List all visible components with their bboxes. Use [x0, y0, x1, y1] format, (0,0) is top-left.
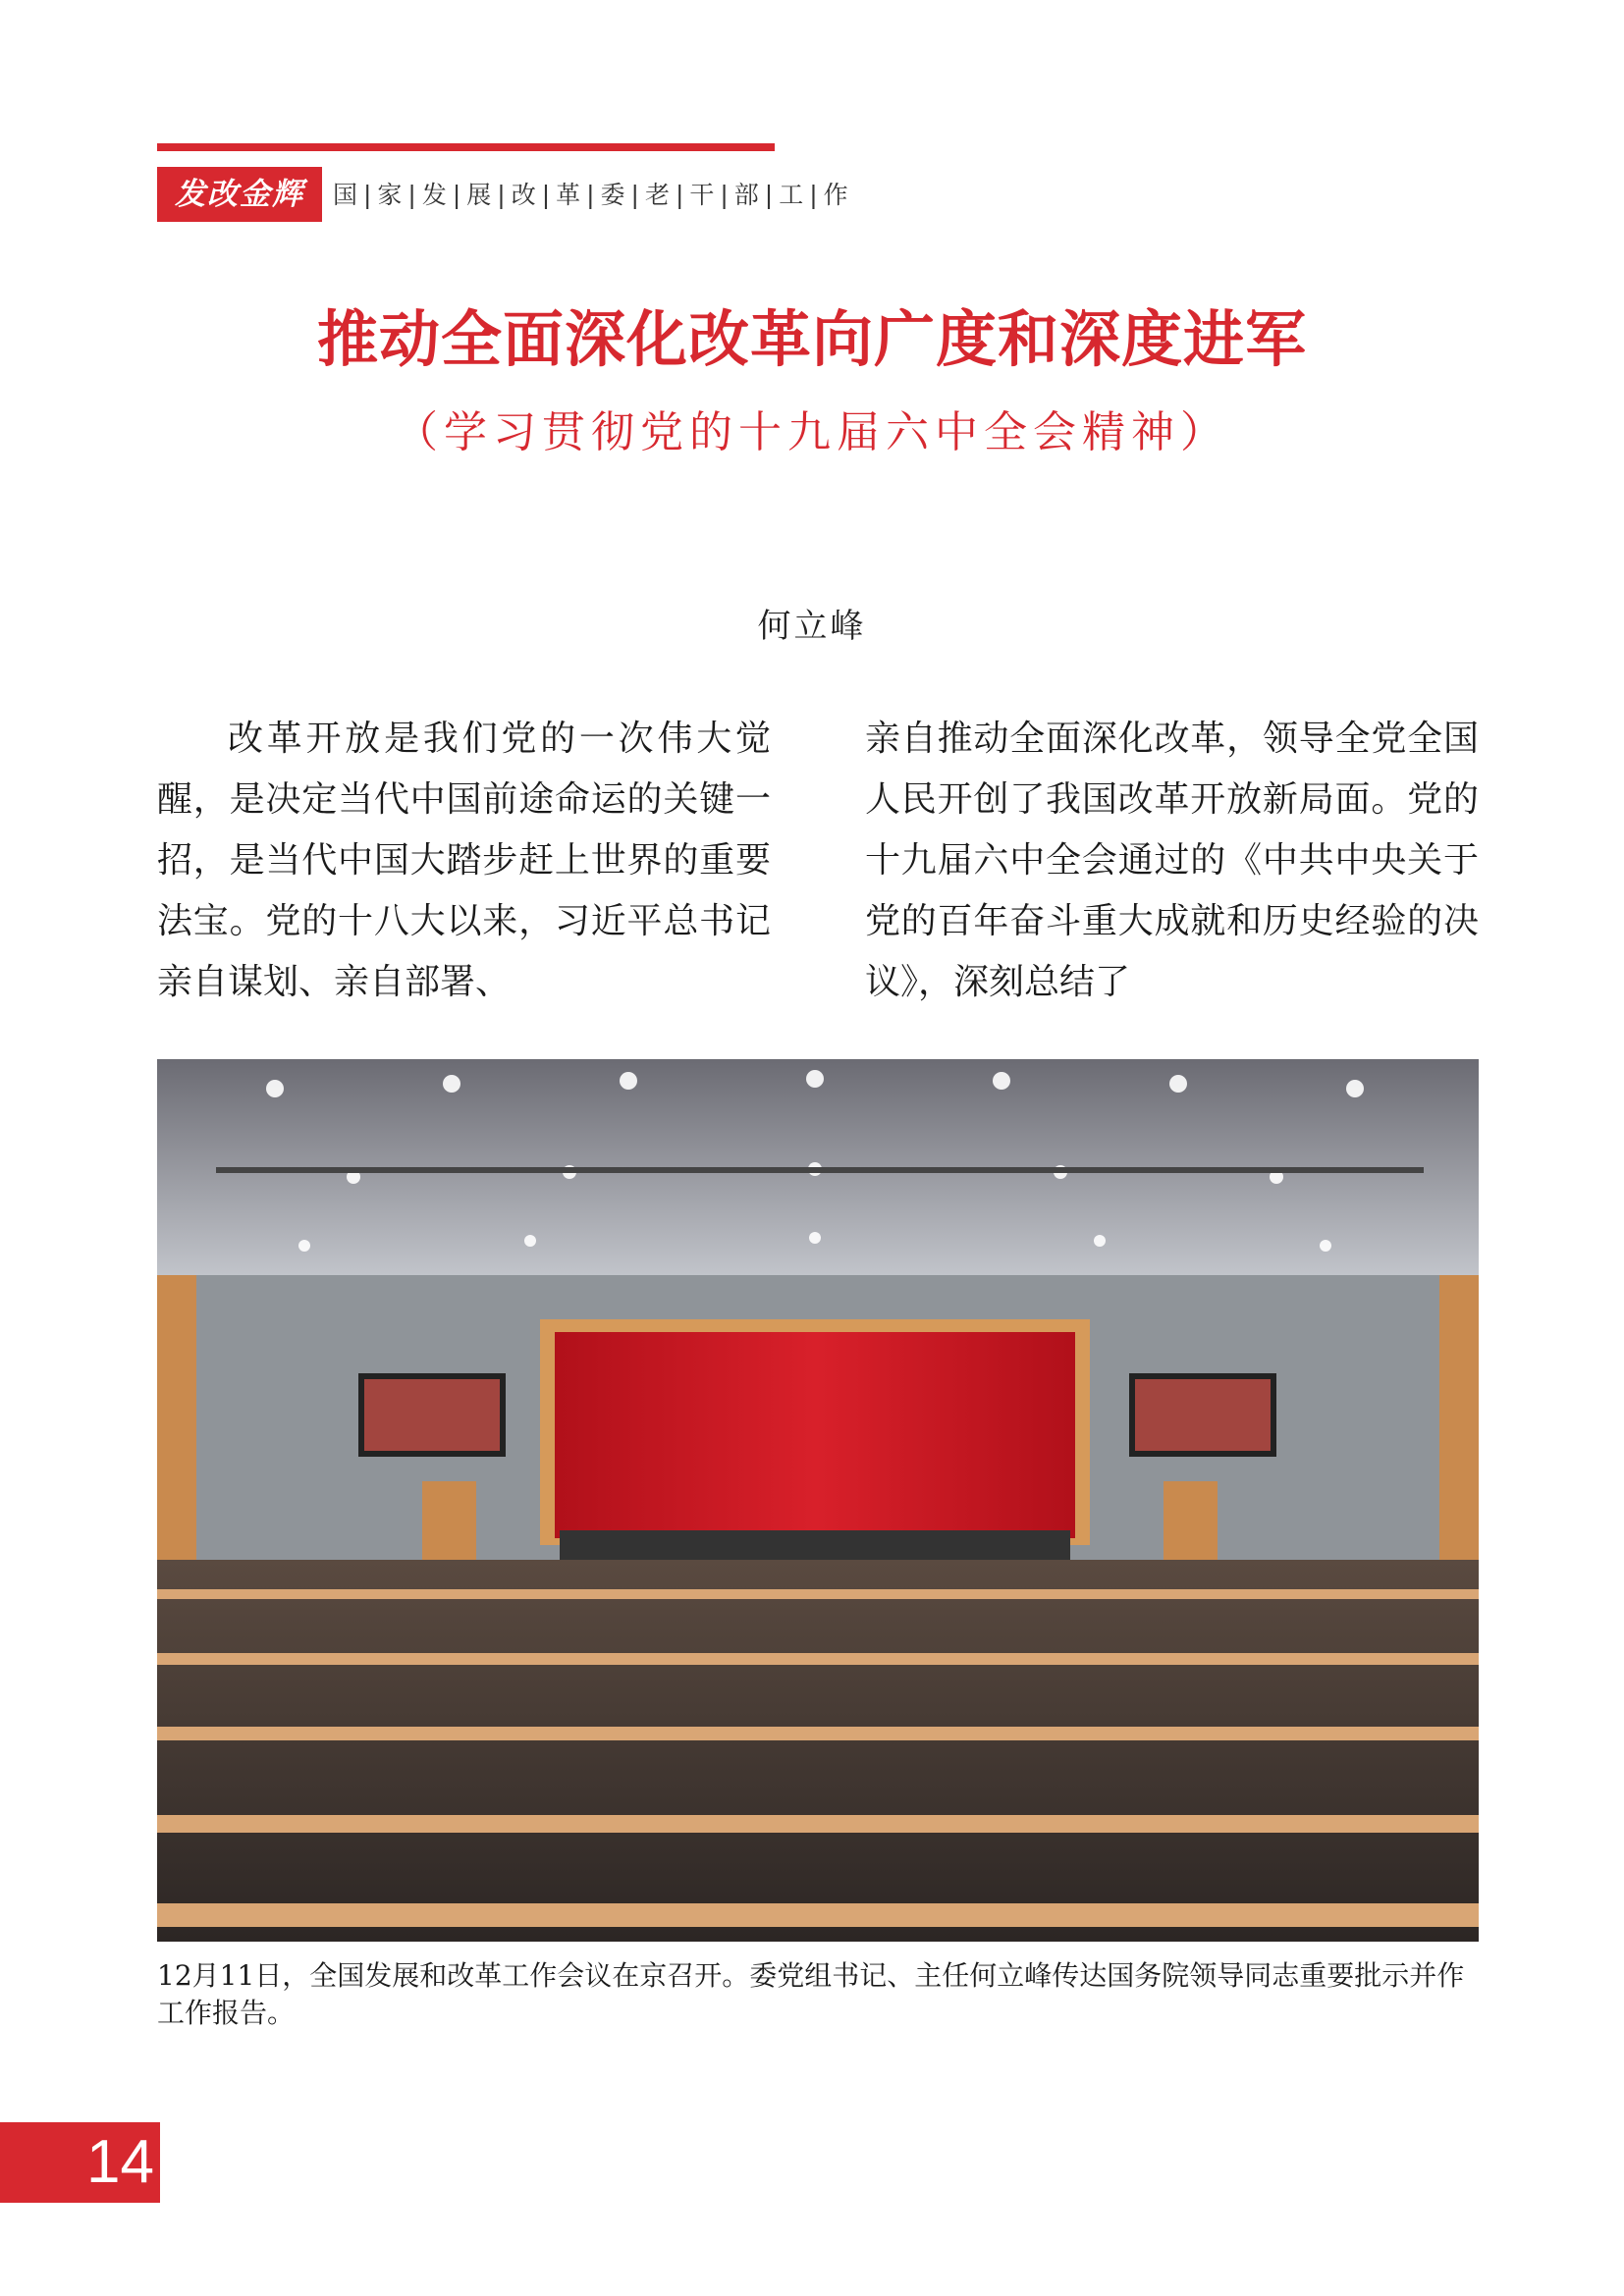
column-badge: 发改金辉	[157, 167, 322, 222]
article-author: 何立峰	[757, 607, 867, 646]
section-label: 国|家|发|展|改|革|委|老|干|部|工|作	[333, 181, 854, 209]
body-column-left: 改革开放是我们党的一次伟大觉醒，是决定当代中国前途命运的关键一招，是当代中国大踏步赶上世界的重要法宝。党的十八大以来，习近平总书记亲自谋划、亲自部署、	[157, 719, 771, 1002]
photo-caption: 12月11日，全国发展和改革工作会议在京召开。委党组书记、主任何立峰传达国务院领导同志重要批示并作工作报告。	[157, 1959, 1465, 2029]
article-title: 推动全面深化改革向广度和深度进军	[316, 303, 1307, 375]
header-rule	[157, 143, 775, 151]
body-column-right: 亲自推动全面深化改革，领导全党全国人民开创了我国改革开放新局面。党的十九届六中全会通过的《中共中央关于党的百年奋斗重大成就和历史经验的决议》，深刻总结了	[865, 719, 1479, 1002]
conference-photo	[157, 1059, 1479, 1942]
article-subtitle: （学习贯彻党的十九届六中全会精神）	[395, 407, 1229, 457]
page-number: 14	[0, 2122, 160, 2203]
